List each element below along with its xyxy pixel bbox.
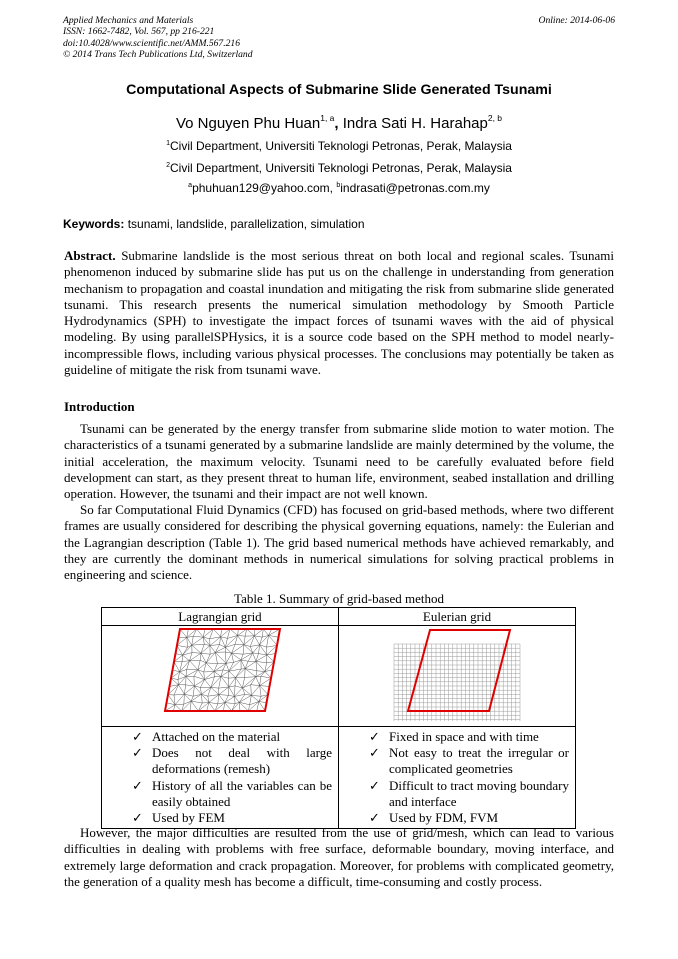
check-icon: ✓ (132, 810, 143, 826)
mesh-edge (238, 636, 244, 645)
mesh-edge (253, 653, 259, 654)
mesh-edge (206, 663, 214, 672)
mesh-edge (251, 685, 252, 696)
eulerian-grid-figure (339, 626, 575, 726)
triangular-mesh (165, 629, 280, 711)
mesh-edge (256, 671, 265, 676)
affiliation-1-mark: 1 (166, 140, 170, 147)
eulerian-item: ✓ Used by FDM, FVM (369, 810, 499, 826)
mesh-edge (209, 702, 215, 711)
journal-header (63, 15, 615, 61)
mesh-edge (211, 676, 221, 687)
table-caption: Table 1. Summary of grid-based method (234, 591, 444, 606)
lagrangian-list (102, 727, 338, 828)
mesh-edge (234, 686, 235, 697)
mesh-edge (197, 629, 204, 637)
mesh-edge (234, 696, 239, 702)
mesh-edge (239, 695, 251, 702)
mesh-edge (256, 661, 265, 671)
mesh-edge (256, 661, 267, 662)
email-a[interactable]: phuhuan129@yahoo.com, (192, 181, 337, 195)
eulerian-figure-cell (339, 626, 576, 727)
mesh-edge (206, 663, 217, 664)
affiliation-1 (0, 139, 678, 153)
keywords (63, 217, 365, 231)
mesh-edge (257, 701, 259, 711)
mesh-edge (186, 676, 194, 686)
mesh-edge (226, 663, 229, 671)
mesh-edge (211, 687, 219, 694)
mesh-edge (211, 687, 219, 688)
check-icon: ✓ (132, 777, 143, 793)
abstract-text: Submarine landslide is the most serious threat on both local and regional scales. Tsunami phenomenon induced by submarine slide has put us on the challenge in understanding from generation mechanism to propagation and coastal inundation and mitigating the risk from submarine slide generated tsunami. This research presents the numerical simulation methodology by Smooth Particle Hydrodynamics (SPH) to investigate the impact forces of tsunami waves with the aid of physical modeling. By using parallelSPHysics, it is a source code based on the SPH method to model nearly-incompressible flows, including various physical processes. The conclusions may potentially be taken as guideline of mitigate the risk from tsunami wave. (64, 248, 615, 378)
mesh-edge (251, 685, 260, 686)
mesh-edge (228, 678, 229, 687)
mesh-edge (210, 646, 215, 653)
mesh-edge (225, 703, 232, 711)
mesh-edge (210, 637, 221, 646)
mesh-edge (261, 671, 265, 676)
mesh-edge (267, 655, 274, 662)
mesh-edge (229, 687, 235, 697)
mesh-edge (229, 662, 234, 671)
mesh-edge (193, 636, 203, 637)
mesh-edge (229, 678, 236, 687)
mesh-edge (229, 671, 236, 677)
copyright-line: © 2014 Trans Tech Publications Ltd, Switzerland (63, 49, 253, 61)
mesh-edge (257, 671, 265, 672)
abstract (64, 248, 614, 378)
mesh-edge (250, 695, 252, 704)
mesh-edge (184, 694, 185, 704)
mesh-edge (214, 671, 221, 676)
mesh-edge (260, 645, 267, 655)
lagrangian-figure-cell (102, 626, 339, 727)
online-date: Online: 2014-06-06 (538, 15, 615, 26)
check-icon: ✓ (369, 745, 380, 761)
mesh-edge (177, 645, 188, 647)
mesh-edge (205, 680, 211, 688)
mesh-edge (176, 654, 183, 656)
email-a-mark: a (188, 182, 193, 189)
summary-table (101, 607, 576, 829)
mesh-edge (254, 629, 263, 636)
mesh-edge (226, 653, 231, 663)
mesh-edge (259, 701, 265, 711)
mesh-edge (198, 703, 202, 711)
mesh-edge (188, 645, 192, 647)
mesh-edge (219, 676, 221, 688)
mesh-edge (174, 685, 178, 695)
mesh-edge (238, 636, 246, 637)
mesh-edge (225, 652, 226, 663)
mesh-edge (192, 637, 203, 645)
mesh-edge (221, 629, 230, 637)
mesh-edge (234, 696, 235, 703)
mesh-edge (241, 660, 245, 669)
mesh-edge (260, 686, 270, 687)
check-icon: ✓ (369, 810, 380, 826)
mesh-edge (192, 636, 193, 645)
mesh-edge (227, 629, 230, 638)
mesh-edge (198, 702, 209, 711)
mesh-edge (209, 702, 218, 704)
affiliation-2-mark: 2 (166, 162, 170, 169)
mesh-edge (175, 704, 184, 705)
lagrangian-item: ✓ Attached on the material (132, 729, 281, 744)
mesh-edge (186, 685, 195, 686)
keywords-text: tsunami, landslide, parallelization, simulation (127, 217, 365, 231)
eulerian-item: ✓ Fixed in space and with time (369, 729, 539, 744)
mesh-edge (184, 686, 194, 694)
mesh-edge (213, 629, 220, 637)
mesh-edge (174, 662, 180, 672)
mesh-edge (218, 695, 219, 704)
mesh-edge (251, 695, 261, 696)
mesh-edge (201, 653, 210, 654)
paper-title: Computational Aspects of Submarine Slide Generated Tsunami (126, 82, 552, 98)
mesh-edge (187, 637, 192, 645)
mesh-edge (251, 677, 256, 685)
affiliation-2-text: Civil Department, Universiti Teknologi Petronas, Perak, Malaysia (169, 161, 512, 175)
mesh-edge (228, 678, 235, 679)
check-icon: ✓ (132, 729, 143, 744)
intro-paragraph-3: However, the major difficulties are resulted from the use of grid/mesh, which can lead to various difficulties in dealing with problems with free surface, deformable boundary, moving interface, and extremely large deformation and crack propagation. Moreover, for problems with complicated geometry, the generation of a quality mesh has become a difficult, time-consuming and costly process. (64, 825, 614, 889)
mesh-edge (219, 695, 229, 696)
mesh-edge (192, 644, 205, 645)
issn-line: ISSN: 1662-7482, Vol. 567, pp 216-221 (63, 26, 215, 38)
mesh-edge (259, 701, 267, 702)
mesh-edge (254, 636, 262, 637)
mesh-edge (254, 629, 255, 636)
author-1-affiliation-mark: 1, a (320, 113, 335, 123)
introduction-heading: Introduction (64, 399, 135, 414)
eulerian-header: Eulerian grid (339, 608, 576, 626)
lagrangian-item: ✓ Does not deal with large deformations (remesh) (132, 745, 332, 777)
mesh-edge (232, 653, 243, 654)
email-b[interactable]: indrasati@petronas.com.my (340, 181, 490, 195)
email-b-mark: b (336, 182, 341, 189)
mesh-edge (192, 645, 201, 653)
check-icon: ✓ (132, 745, 143, 761)
mesh-edge (215, 652, 225, 653)
mesh-edge (178, 685, 184, 694)
mesh-edge (191, 701, 198, 711)
mesh-edge (177, 645, 183, 655)
mesh-edge (262, 629, 263, 637)
mesh-edge (259, 654, 267, 655)
mesh-edge (175, 694, 184, 705)
mesh-edge (256, 671, 257, 677)
lagrangian-item: ✓ History of all the variables can be easily obtained (132, 777, 332, 809)
eulerian-item: ✓ Difficult to tract moving boundary and interface (369, 777, 569, 809)
mesh-edge (244, 636, 245, 645)
mesh-edge (245, 677, 256, 678)
affiliation-2 (0, 161, 678, 175)
lagrangian-header: Lagrangian grid (102, 608, 339, 626)
mesh-edge (228, 687, 229, 695)
lagrangian-properties (102, 727, 339, 829)
mesh-edge (192, 653, 201, 654)
mesh-edge (191, 701, 202, 703)
author-2: Indra Sati H. Harahap (342, 115, 488, 132)
mesh-edge (206, 654, 210, 663)
mesh-edge (256, 677, 260, 686)
mesh-edge (225, 638, 227, 647)
mesh-edge (200, 653, 201, 660)
regular-grid (394, 644, 520, 721)
mesh-edge (253, 653, 256, 661)
mesh-edge (184, 701, 191, 704)
mesh-edge (243, 645, 244, 654)
mesh-edge (251, 686, 259, 696)
check-icon: ✓ (369, 729, 380, 744)
mesh-edge (193, 629, 196, 636)
eulerian-properties (339, 727, 576, 829)
author-1: Vo Nguyen Phu Huan (175, 115, 321, 132)
mesh-edge (228, 671, 229, 678)
mesh-edge (184, 685, 185, 694)
intro-paragraph-2: So far Computational Fluid Dynamics (CFD) has focused on grid-based methods, where two different frames are usually considered for describing the physical governing equations, namely: the Eulerian and the Lagrangian description (Table 1). The grid based numerical methods have achieved remarkably, and they are currently the dominant methods in numerical simulations for solving practical problems in engineering and science. (64, 502, 614, 583)
mesh-edge (201, 653, 206, 663)
mesh-edge (245, 669, 256, 677)
author-separator: , (334, 115, 339, 132)
mesh-edge (247, 629, 255, 636)
mesh-edge (189, 653, 201, 661)
journal-name: Applied Mechanics and Materials (63, 15, 194, 26)
check-icon: ✓ (369, 777, 380, 793)
affiliation-1-text: Civil Department, Universiti Teknologi Petronas, Perak, Malaysia (169, 139, 512, 153)
mesh-edge (223, 670, 229, 671)
mesh-edge (220, 637, 221, 645)
keywords-label: Keywords: (63, 217, 125, 231)
mesh-edge (219, 695, 225, 703)
mesh-edge (221, 637, 226, 647)
mesh-edge (251, 695, 259, 701)
mesh-edge (180, 629, 187, 637)
mesh-edge (242, 685, 250, 688)
mesh-edge (221, 637, 228, 638)
intro-paragraph-1: Tsunami can be generated by the energy transfer from submarine slide motion to water motion. The characteristics of a tsunami generated by a submarine landslide are mainly determined by the volume, the initial acceleration, the maximum velocity. Tsunami need to be carefully evaluated before field development can start, as they present threat to human life, environment, seabed installation and drilling operation. However, the tsunami and their impact are not well known. (64, 421, 614, 502)
eulerian-list (339, 727, 575, 828)
mesh-edge (254, 636, 259, 645)
mesh-edge (256, 661, 257, 670)
mesh-edge (221, 629, 222, 637)
mesh-edge (174, 694, 184, 695)
mesh-edge (226, 662, 233, 663)
eulerian-item: ✓ Not easy to treat the irregular or complicated geometries (369, 745, 569, 777)
mesh-edge (241, 660, 248, 661)
author-line (0, 113, 678, 132)
mesh-edge (186, 669, 187, 676)
abstract-label: Abstract. (64, 248, 116, 263)
mesh-edge (193, 686, 194, 696)
lagrangian-mesh-figure (102, 626, 338, 726)
mesh-edge (250, 701, 259, 704)
mesh-edge (228, 695, 234, 696)
email-line (0, 181, 678, 195)
mesh-edge (201, 694, 202, 703)
mesh-edge (183, 655, 190, 661)
mesh-edge (189, 661, 197, 670)
mesh-edge (225, 703, 235, 704)
mesh-edge (187, 637, 188, 647)
mesh-edge (190, 701, 191, 711)
lagrangian-item: ✓ Used by FEM (132, 810, 225, 826)
doi-line[interactable]: doi:10.4028/www.scientific.net/AMM.567.216 (63, 37, 241, 49)
mesh-edge (182, 661, 189, 662)
mesh-edge (239, 702, 240, 711)
mesh-edge (204, 663, 206, 672)
mesh-edge (260, 676, 261, 685)
author-2-affiliation-mark: 2, b (487, 113, 503, 123)
mesh-edge (180, 672, 186, 677)
